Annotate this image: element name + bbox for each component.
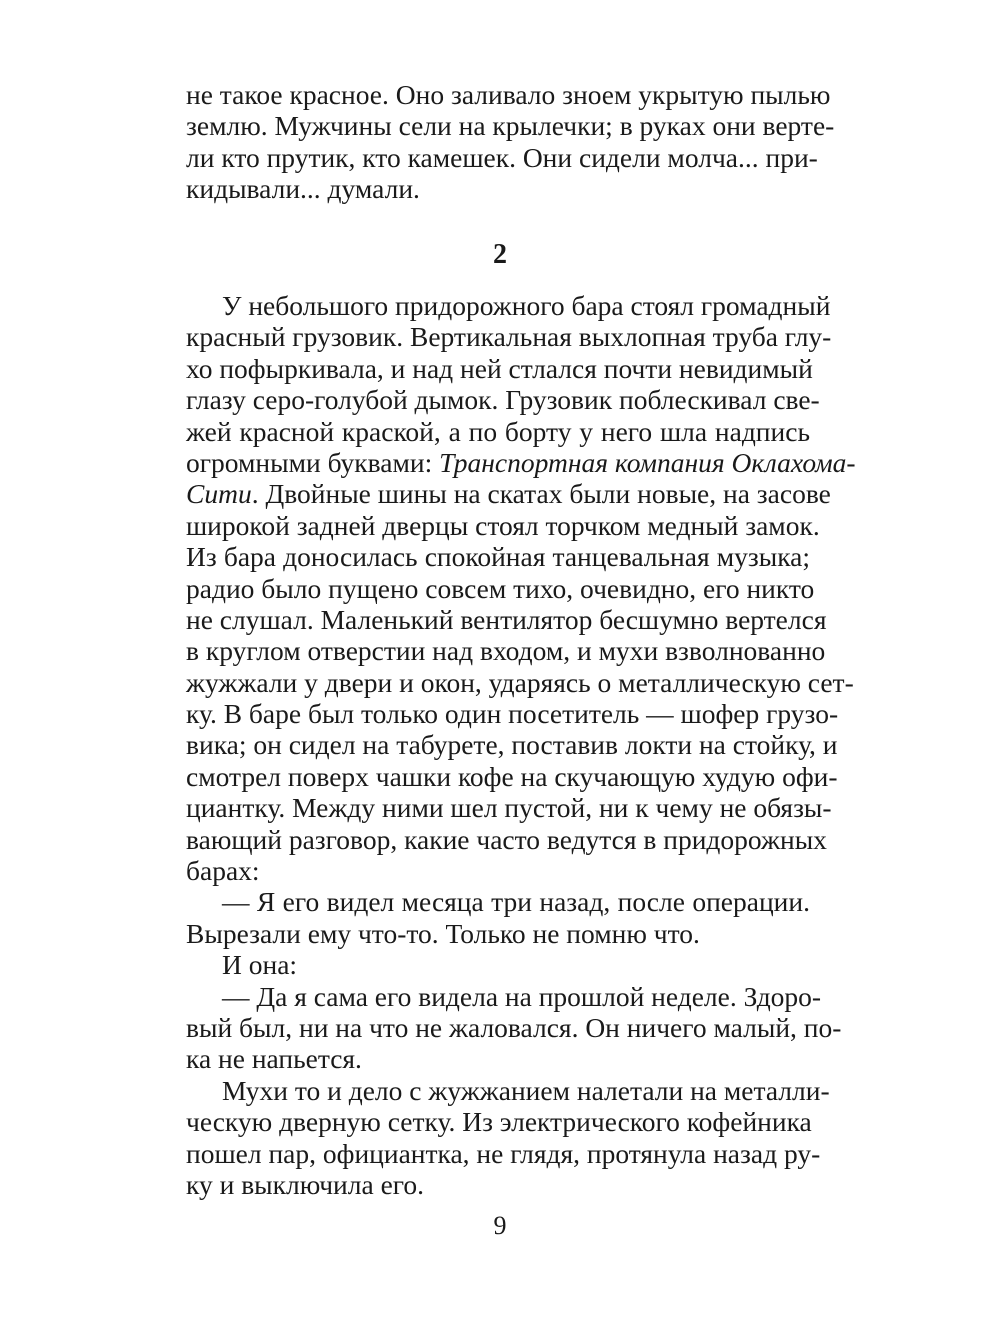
text-fragment: огромными буквами: — [186, 446, 440, 478]
text-line: — Я его видел месяца три назад, после операции. — [222, 886, 810, 918]
text-line: глазу серо-голубой дымок. Грузовик поблескивал све- — [186, 384, 820, 416]
text-line: У небольшого придорожного бара стоял громадный — [222, 290, 831, 321]
chapter-number: 2 — [493, 239, 507, 270]
text-line — [186, 446, 856, 478]
text-line: широкой задней дверцы стоял торчком медный замок. — [186, 509, 820, 541]
text-line: пошел пар, официантка, не глядя, протянула назад ру- — [186, 1137, 821, 1169]
text-line: ли кто прутик, кто камешек. Они сидели молча... при- — [186, 141, 818, 173]
text-line: кидывали... думали. — [186, 173, 420, 205]
text-line: И она: — [222, 949, 298, 981]
text-line: жужжали у двери и окон, ударяясь о металлическую сет- — [186, 666, 854, 698]
text-line: Мухи то и дело с жужжанием налетали на металли- — [222, 1074, 830, 1106]
text-line: не слушал. Маленький вентилятор бесшумно вертелся — [186, 603, 827, 635]
text-line: радио было пущено совсем тихо, очевидно, его никто — [186, 572, 815, 604]
italic-text: Транспортная компания Оклахома- — [439, 446, 856, 478]
text-line: жей красной краской, а по борту у него шла надпись — [186, 415, 810, 447]
main-text — [186, 290, 856, 1200]
text-line: вика; он сидел на табурете, поставив локти на стойку, и — [186, 729, 838, 761]
text-line: ку и выключила его. — [186, 1168, 425, 1200]
text-line — [186, 478, 831, 510]
text-line: землю. Мужчины сели на крылечки; в руках они верте- — [186, 110, 835, 142]
text-line: не такое красное. Оно заливало зноем укрытую пылью — [186, 79, 831, 110]
page-number: 9 — [493, 1211, 507, 1240]
text-line: Из бара доносилась спокойная танцевальная музыка; — [186, 541, 810, 573]
text-line: ческую дверную сетку. Из электрического кофейника — [186, 1106, 812, 1138]
text-line: Вырезали ему что-то. Только не помню что. — [186, 917, 700, 949]
text-line: барах: — [186, 855, 260, 887]
text-line: ка не напьется. — [186, 1043, 362, 1075]
text-line: вый был, ни на что не жаловался. Он ничего малый, по- — [186, 1011, 842, 1043]
text-line: вающий разговор, какие часто ведутся в придорожных — [186, 823, 827, 855]
text-line: — Да я сама его видела на прошлой неделе. Здоро- — [222, 980, 822, 1012]
text-line: циантку. Между ними шел пустой, ни к чему не обязы- — [186, 792, 832, 824]
top-paragraph — [186, 79, 835, 205]
text-line: ку. В баре был только один посетитель — шофер грузо- — [186, 698, 839, 730]
text-fragment: . Двойные шины на скатах были новые, на засове — [251, 478, 831, 510]
italic-text: Сити — [186, 478, 252, 510]
text-line: смотрел поверх чашки кофе на скучающую худую офи- — [186, 760, 838, 792]
text-line: в круглом отверстии над входом, и мухи взволнованно — [186, 635, 826, 667]
text-line: красный грузовик. Вертикальная выхлопная труба глу- — [186, 321, 832, 353]
text-line: хо пофыркивала, и над ней стлался почти невидимый — [186, 352, 813, 384]
